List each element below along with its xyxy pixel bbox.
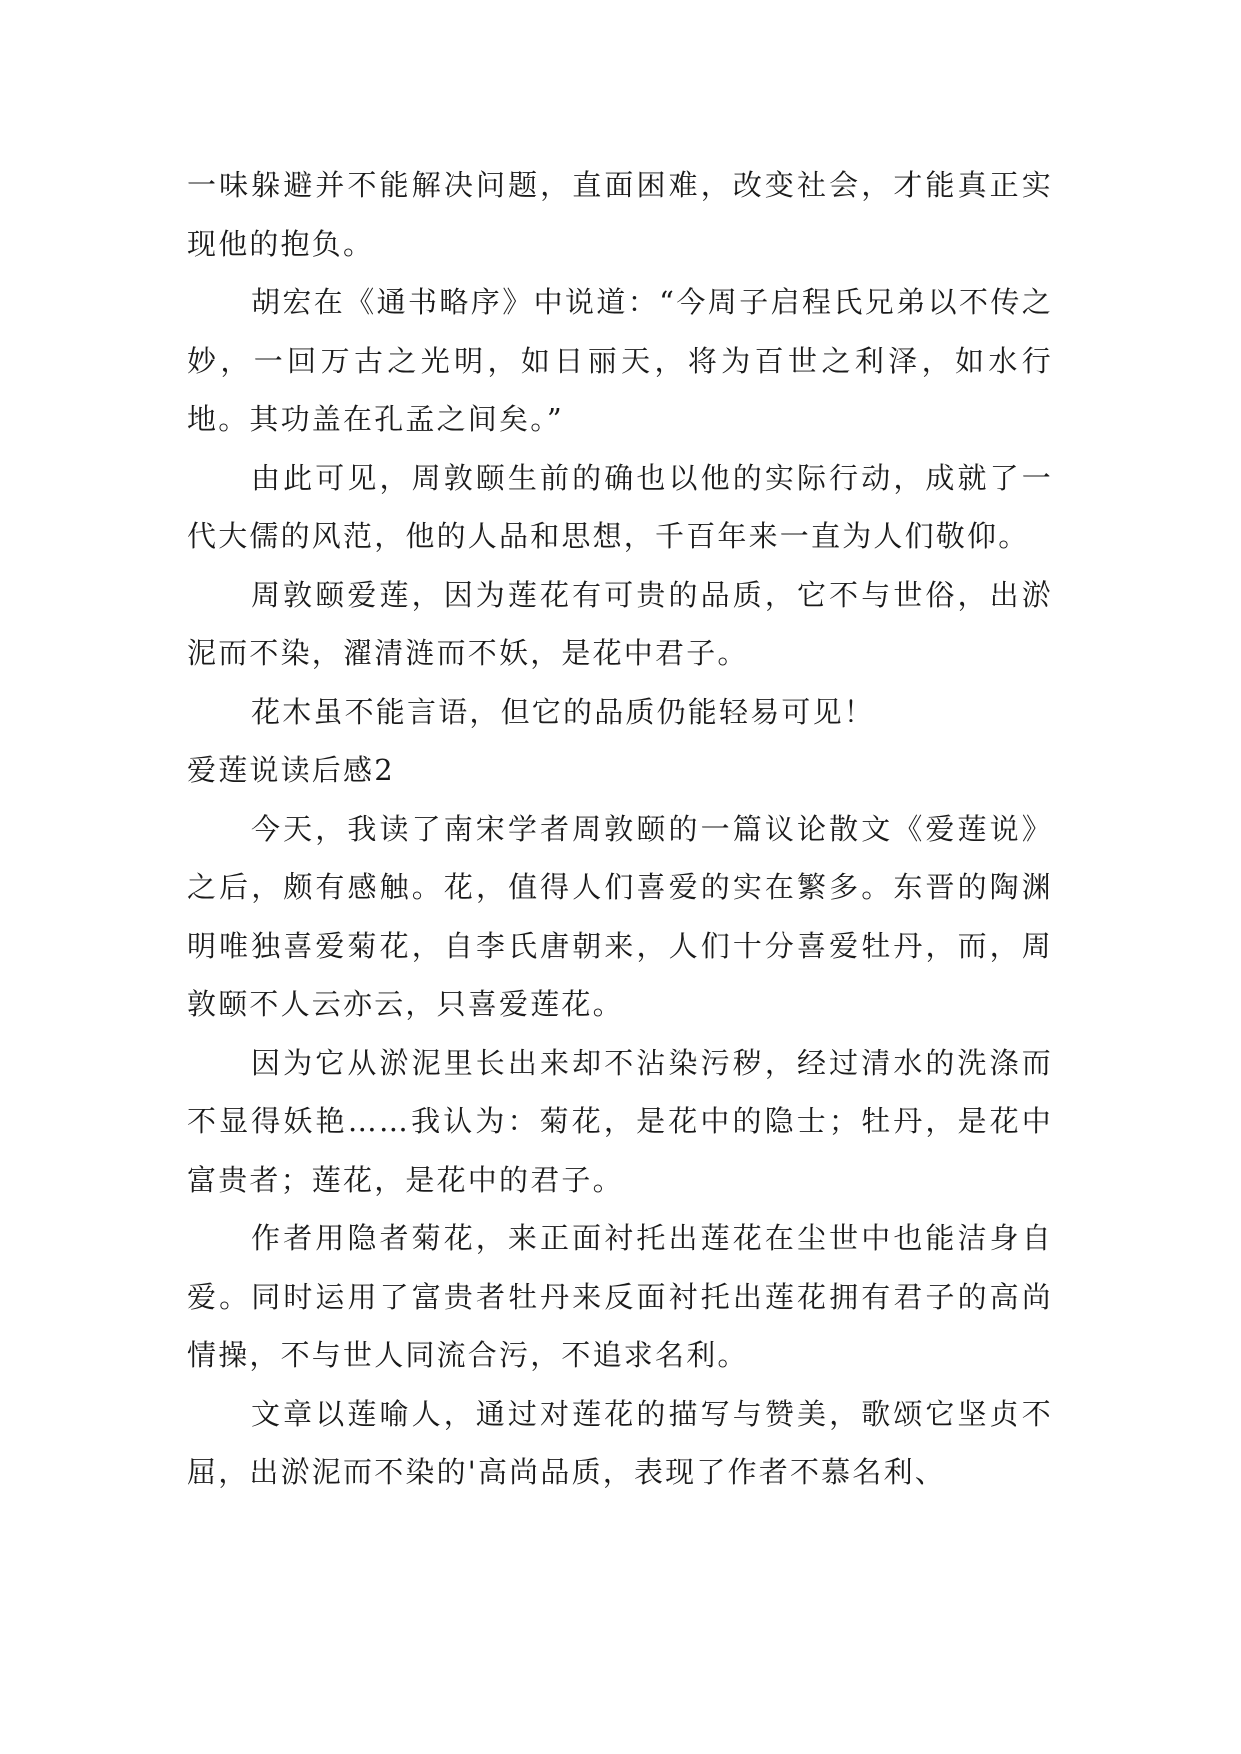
paragraph-6: 今天，我读了南宋学者周敦颐的一篇议论散文《爱莲说》之后，颇有感触。花，值得人们喜爱的实在繁多。东晋的陶渊明唯独喜爱菊花，自李氏唐朝来，人们十分喜爱牡丹，而，周敦颐不人云亦云，只喜爱莲花。 <box>187 811 1053 1021</box>
paragraph-1: 一味躲避并不能解决问题，直面困难，改变社会，才能真正实现他的抱负。 <box>187 168 1053 261</box>
paragraph-8: 作者用隐者菊花，来正面衬托出莲花在尘世中也能洁身自爱。同时运用了富贵者牡丹来反面衬托出莲花拥有君子的高尚情操，不与世人同流合污，不追求名利。 <box>187 1221 1053 1372</box>
paragraph-9: 文章以莲喻人，通过对莲花的描写与赞美，歌颂它坚贞不屈，出淤泥而不染的'高尚品质，表现了作者不慕名利、 <box>187 1396 1053 1489</box>
section-heading: 爱莲说读后感2 <box>187 753 395 787</box>
paragraph-2: 胡宏在《通书略序》中说道：“今周子启程氏兄弟以不传之妙，一回万古之光明，如日丽天，将为百世之利泽，如水行地。其功盖在孔孟之间矣。” <box>187 285 1053 436</box>
document-body <box>187 156 1053 1502</box>
paragraph-3: 由此可见，周敦颐生前的确也以他的实际行动，成就了一代大儒的风范，他的人品和思想，千百年来一直为人们敬仰。 <box>187 460 1053 553</box>
paragraph-4: 周敦颐爱莲，因为莲花有可贵的品质，它不与世俗，出淤泥而不染，濯清涟而不妖，是花中君子。 <box>187 577 1053 670</box>
paragraph-7: 因为它从淤泥里长出来却不沾染污秽，经过清水的洗涤而不显得妖艳……我认为：菊花，是花中的隐士；牡丹，是花中富贵者；莲花，是花中的君子。 <box>187 1045 1053 1197</box>
paragraph-5: 花木虽不能言语，但它的品质仍能轻易可见！ <box>251 694 876 729</box>
